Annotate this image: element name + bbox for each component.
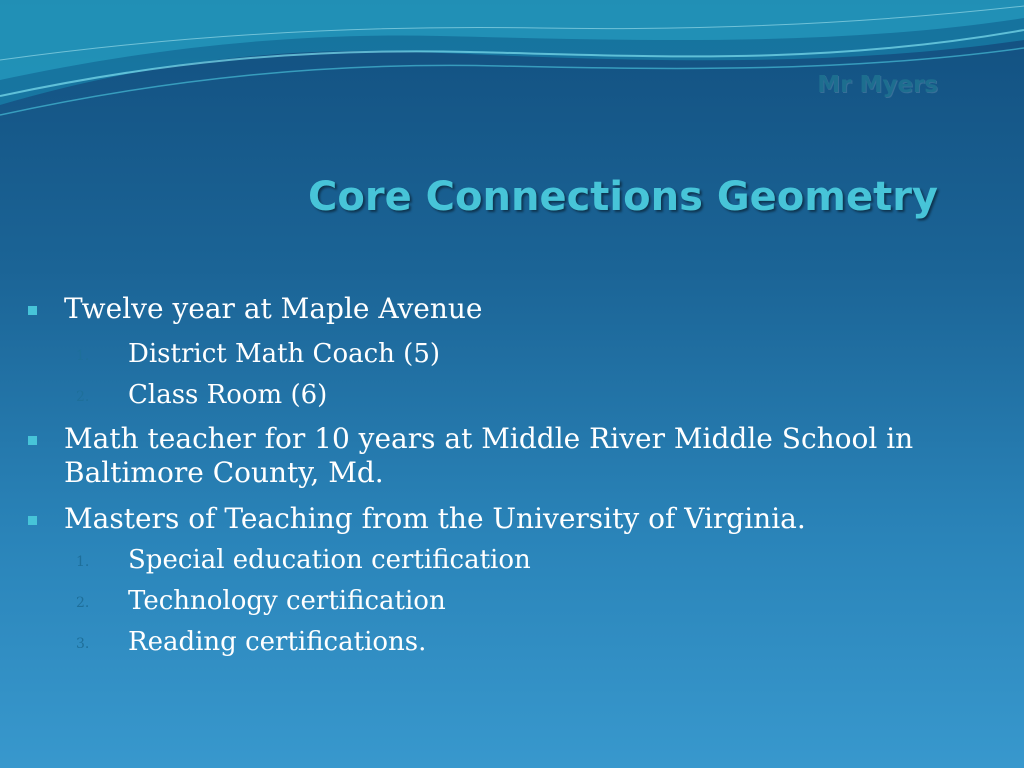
sub-item (0, 334, 1000, 375)
bullet-text: Twelve year at Maple Avenue (64, 292, 483, 325)
slide-title: Core Connections Geometry (308, 174, 938, 220)
bullet-list (0, 292, 1000, 663)
square-bullet-icon (28, 516, 37, 525)
sub-item-text: District Math Coach (5) (128, 339, 440, 369)
square-bullet-icon (28, 306, 37, 315)
bullet-text: Math teacher for 10 years at Middle River Middle School in Baltimore County, Md. (64, 422, 914, 489)
sub-item-text: Class Room (6) (128, 380, 328, 410)
sub-item (0, 581, 1000, 622)
sub-item (0, 375, 1000, 416)
sub-item (0, 622, 1000, 663)
sub-item-number: 2. (76, 389, 90, 405)
sub-item (0, 540, 1000, 581)
bullet-item (0, 292, 1000, 326)
bullet-item (0, 502, 1000, 536)
sub-item-text: Reading certifications. (128, 627, 427, 657)
sub-item-number: 1. (76, 348, 90, 364)
sub-item-number: 3. (76, 636, 90, 652)
sub-item-number: 1. (76, 554, 90, 570)
square-bullet-icon (28, 436, 37, 445)
bullet-item (0, 422, 1000, 490)
bullet-text: Masters of Teaching from the University of Virginia. (64, 502, 806, 535)
sub-item-text: Special education certification (128, 545, 531, 575)
sub-item-number: 2. (76, 595, 90, 611)
decorative-wave-header (0, 0, 1024, 140)
sub-item-text: Technology certification (128, 586, 446, 616)
slide-author: Mr Myers (817, 72, 938, 98)
